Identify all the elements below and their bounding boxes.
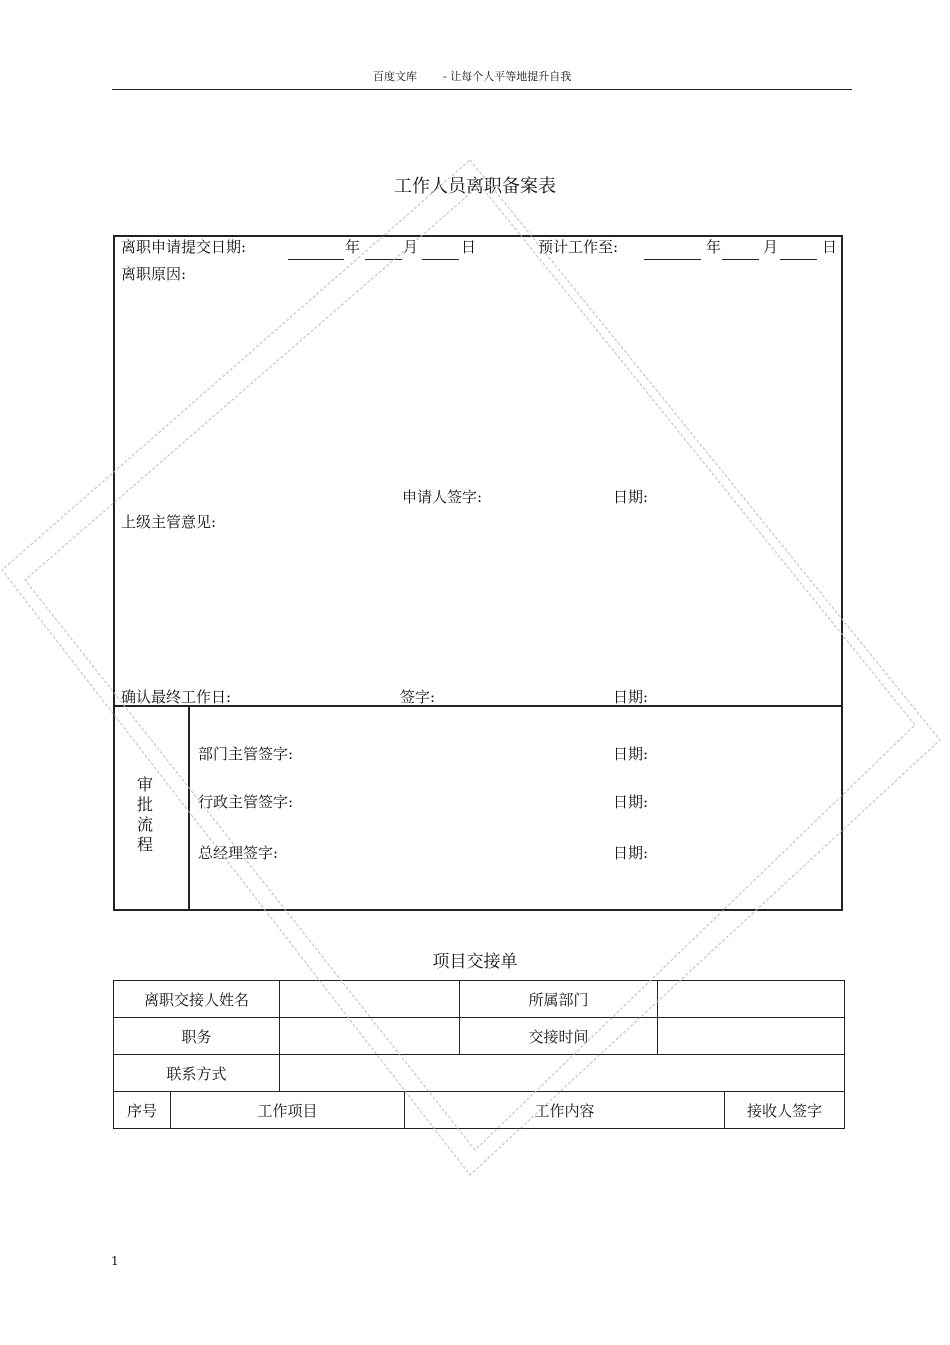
dept-manager-sign-label: 部门主管签字: (198, 745, 294, 763)
supervisor-opinion-label: 上级主管意见: (121, 513, 217, 531)
name-label-cell: 离职交接人姓名 (114, 981, 280, 1018)
applicant-sign-label: 申请人签字: (402, 488, 483, 506)
expected-year-unit: 年 (706, 238, 722, 256)
approval-char-3: 流 (137, 815, 154, 834)
position-label-cell: 职务 (114, 1018, 280, 1055)
dept-manager-date-label: 日期: (613, 745, 649, 763)
general-manager-sign-label: 总经理签字: (198, 844, 279, 862)
submit-month-unit: 月 (403, 238, 419, 256)
handover-time-label-cell: 交接时间 (460, 1018, 658, 1055)
general-manager-date-label: 日期: (613, 844, 649, 862)
confirm-last-day-label: 确认最终工作日: (121, 688, 232, 706)
col-content-header: 工作内容 (405, 1092, 725, 1129)
admin-manager-date-label: 日期: (613, 793, 649, 811)
reason-label: 离职原因: (121, 265, 187, 283)
supervisor-sign-label: 签字: (400, 688, 436, 706)
submit-date-label: 离职申请提交日期: (121, 238, 247, 256)
submit-year-unit: 年 (345, 238, 361, 256)
approval-char-1: 审 (137, 775, 154, 794)
col-index-header: 序号 (114, 1092, 171, 1129)
expected-day-unit: 日 (822, 238, 838, 256)
submit-day-unit: 日 (461, 238, 477, 256)
col-receiver-sign-header: 接收人签字 (725, 1092, 845, 1129)
contact-label-cell: 联系方式 (114, 1055, 280, 1092)
approval-char-2: 批 (137, 795, 154, 814)
handover-title: 项目交接单 (432, 952, 518, 972)
col-item-header: 工作项目 (171, 1092, 405, 1129)
expected-work-label: 预计工作至: (538, 238, 619, 256)
department-label-cell: 所属部门 (460, 981, 658, 1018)
header-left-text: 百度文库 (373, 70, 417, 83)
supervisor-date-label: 日期: (613, 688, 649, 706)
admin-manager-sign-label: 行政主管签字: (198, 793, 294, 811)
document-title: 工作人员离职备案表 (394, 176, 556, 197)
expected-month-unit: 月 (763, 238, 779, 256)
header-right-text: - 让每个人平等地提升自我 (443, 70, 572, 83)
applicant-date-label: 日期: (613, 488, 649, 506)
approval-char-4: 程 (137, 835, 154, 854)
page-number: 1 (111, 1254, 119, 1268)
